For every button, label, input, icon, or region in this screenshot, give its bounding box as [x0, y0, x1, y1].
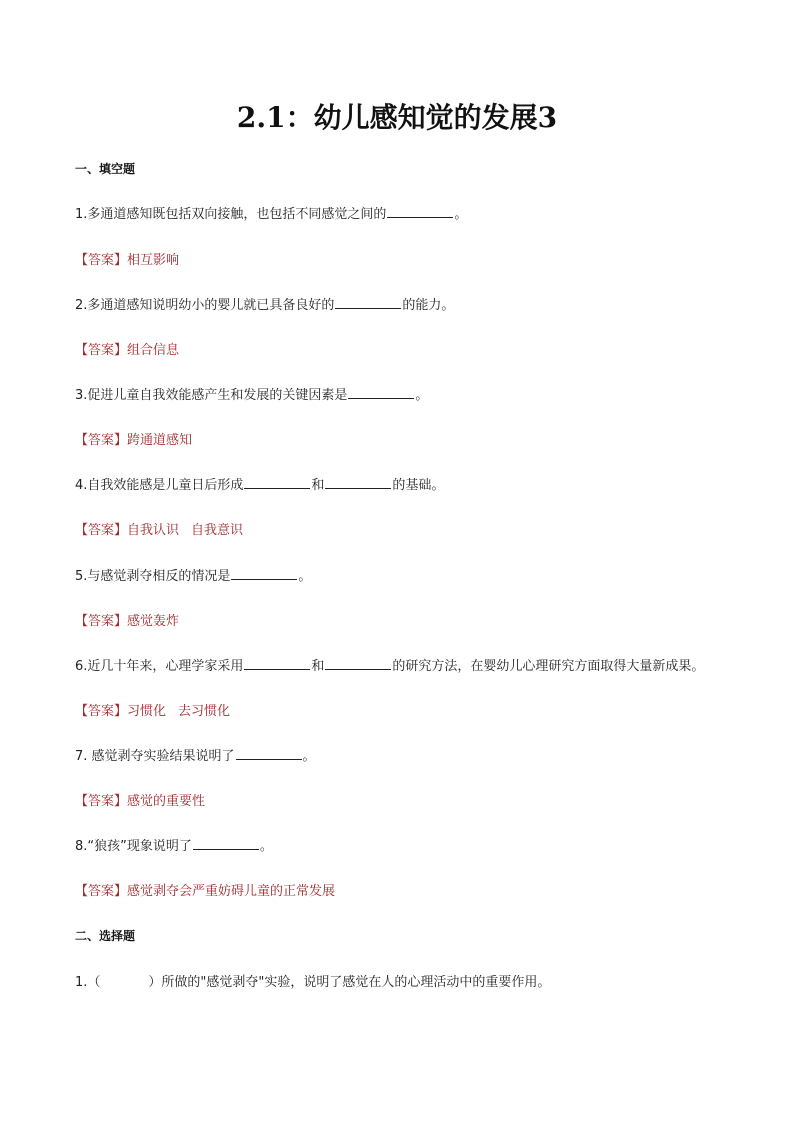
- answer-blank: [236, 748, 302, 760]
- question-text-end: 。: [298, 569, 312, 584]
- question-6: [75, 655, 704, 674]
- question-text: 8.“狼孩”现象说明了: [75, 839, 192, 854]
- answer-text: 相互影响: [127, 253, 180, 268]
- question-7: [75, 745, 316, 764]
- answer-7: [75, 790, 205, 809]
- question-2: [75, 294, 454, 313]
- question-text-mid: 和: [311, 478, 325, 493]
- answer-1: [75, 249, 179, 268]
- answer-blank: [325, 658, 391, 670]
- question-text-end: 的能力。: [402, 298, 455, 313]
- answer-blank: [244, 477, 310, 489]
- answer-tag: 【答案】: [75, 614, 128, 629]
- question-text-end: 。: [259, 839, 273, 854]
- answer-3: [75, 429, 192, 448]
- question-text: 2.多通道感知说明幼小的婴儿就已具备良好的: [75, 298, 335, 313]
- answer-text: 组合信息: [127, 343, 180, 358]
- question-text-end: 。: [415, 388, 429, 403]
- answer-tag: 【答案】: [75, 704, 128, 719]
- answer-text: 感觉的重要性: [127, 794, 206, 809]
- answer-text-2: 自我意识: [191, 523, 244, 538]
- answer-tag: 【答案】: [75, 794, 128, 809]
- choice-question-1: [75, 971, 550, 990]
- question-text-end: 的基础。: [392, 478, 445, 493]
- question-8: [75, 835, 273, 854]
- question-text: 3.促进儿童自我效能感产生和发展的关键因素是: [75, 388, 348, 403]
- answer-4: [75, 519, 243, 538]
- answer-tag: 【答案】: [75, 343, 128, 358]
- answer-text-1: 习惯化: [127, 704, 167, 719]
- answer-tag: 【答案】: [75, 253, 128, 268]
- question-text: 1.（: [75, 975, 101, 990]
- answer-blank: [335, 297, 401, 309]
- answer-text-2: 去习惯化: [178, 704, 231, 719]
- answer-text: 感觉剥夺会严重妨碍儿童的正常发展: [127, 884, 336, 899]
- question-text-end: 的研究方法，在婴幼儿心理研究方面取得大量新成果。: [392, 659, 705, 674]
- question-text-mid: 和: [311, 659, 325, 674]
- question-text: 1.多通道感知既包括双向接触，也包括不同感觉之间的: [75, 207, 387, 222]
- question-text: 6.近几十年来，心理学家采用: [75, 659, 244, 674]
- section-heading-multiple-choice: 二、选择题: [75, 929, 136, 943]
- answer-tag: 【答案】: [75, 523, 128, 538]
- answer-blank: [193, 838, 259, 850]
- question-text-end: ）所做的"感觉剥夺"实验，说明了感觉在人的心理活动中的重要作用。: [148, 975, 551, 990]
- question-1: [75, 203, 467, 222]
- question-5: [75, 565, 311, 584]
- page-title: 2.1：幼儿感知觉的发展3: [236, 101, 558, 134]
- question-3: [75, 384, 428, 403]
- answer-blank: [387, 206, 453, 218]
- answer-6: [75, 700, 230, 719]
- answer-tag: 【答案】: [75, 884, 128, 899]
- answer-5: [75, 610, 179, 629]
- answer-text: 感觉轰炸: [127, 614, 180, 629]
- answer-blank: [244, 658, 310, 670]
- question-4: [75, 474, 444, 493]
- question-text: 7. 感觉剥夺实验结果说明了: [75, 749, 235, 764]
- question-text: 5.与感觉剥夺相反的情况是: [75, 569, 231, 584]
- answer-tag: 【答案】: [75, 433, 128, 448]
- question-text-end: 。: [302, 749, 316, 764]
- question-text: 4.自我效能感是儿童日后形成: [75, 478, 244, 493]
- answer-blank: [231, 568, 297, 580]
- section-heading-fill-blank: 一、填空题: [75, 162, 136, 176]
- answer-blank: [325, 477, 391, 489]
- answer-text: 跨通道感知: [127, 433, 193, 448]
- answer-blank: [348, 387, 414, 399]
- answer-8: [75, 880, 335, 899]
- answer-text-1: 自我认识: [127, 523, 180, 538]
- answer-2: [75, 339, 179, 358]
- question-text-end: 。: [454, 207, 468, 222]
